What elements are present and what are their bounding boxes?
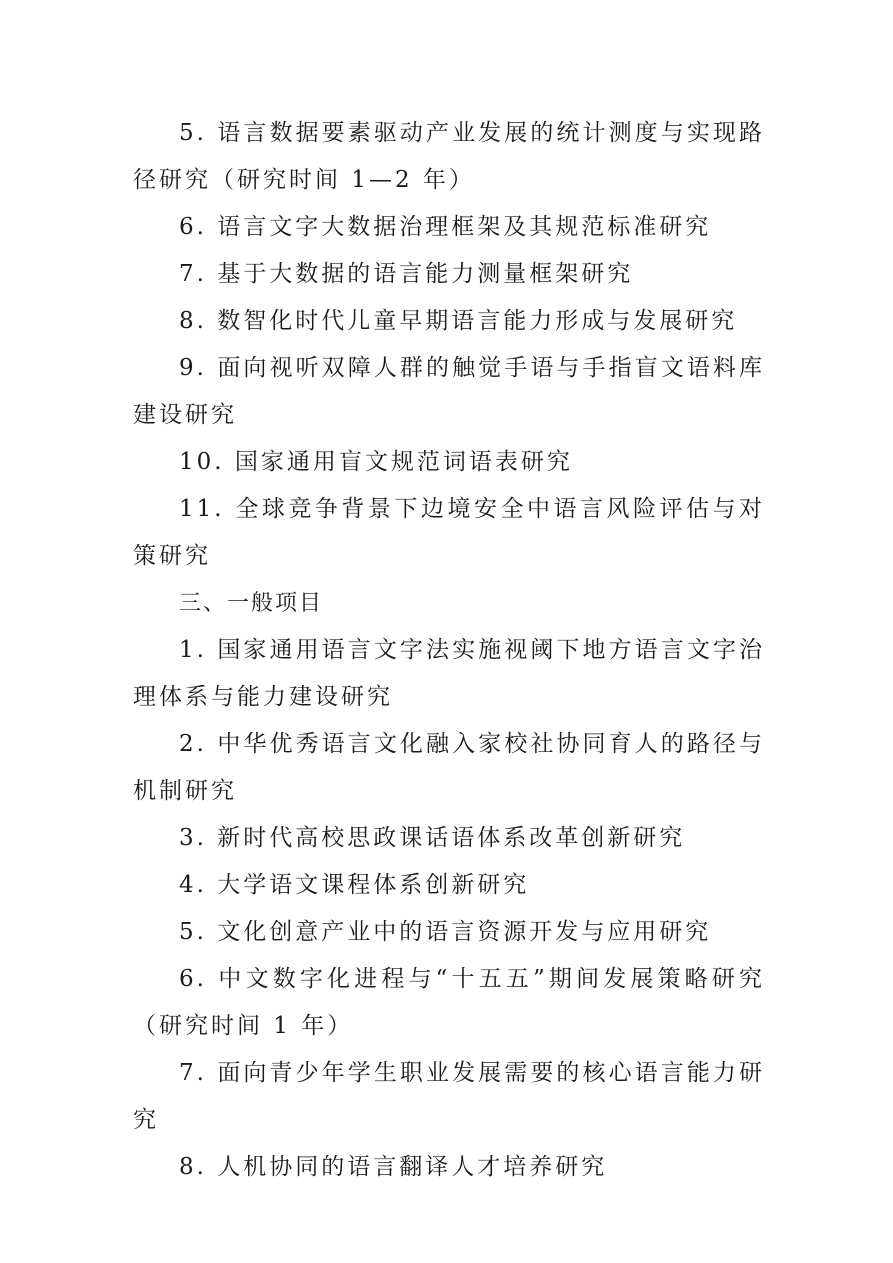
- document-body: [133, 110, 765, 1191]
- list-item: 6. 中文数字化进程与“十五五”期间发展策略研究（研究时间 1 年）: [133, 966, 765, 1039]
- list-item: 6. 语言文字大数据治理框架及其规范标准研究: [179, 214, 712, 240]
- list-item: 3. 新时代高校思政课话语体系改革创新研究: [179, 825, 686, 851]
- list-item: 8. 数智化时代儿童早期语言能力形成与发展研究: [179, 308, 738, 334]
- list-item: 4. 大学语文课程体系创新研究: [179, 872, 530, 898]
- list-item: 7. 基于大数据的语言能力测量框架研究: [179, 261, 634, 287]
- list-item: 5. 语言数据要素驱动产业发展的统计测度与实现路径研究（研究时间 1—2 年）: [133, 120, 765, 193]
- list-item: 11. 全球竞争背景下边境安全中语言风险评估与对策研究: [133, 496, 765, 569]
- list-item: 7. 面向青少年学生职业发展需要的核心语言能力研究: [133, 1060, 765, 1133]
- section-heading: 三、一般项目: [179, 591, 324, 616]
- list-item: 1. 国家通用语言文字法实施视阈下地方语言文字治理体系与能力建设研究: [133, 637, 765, 710]
- list-item: 8. 人机协同的语言翻译人才培养研究: [179, 1154, 608, 1180]
- list-item: 5. 文化创意产业中的语言资源开发与应用研究: [179, 919, 712, 945]
- list-item: 9. 面向视听双障人群的触觉手语与手指盲文语料库建设研究: [133, 355, 765, 428]
- list-item: 2. 中华优秀语言文化融入家校社协同育人的路径与机制研究: [133, 731, 765, 804]
- list-item: 10. 国家通用盲文规范词语表研究: [179, 449, 573, 475]
